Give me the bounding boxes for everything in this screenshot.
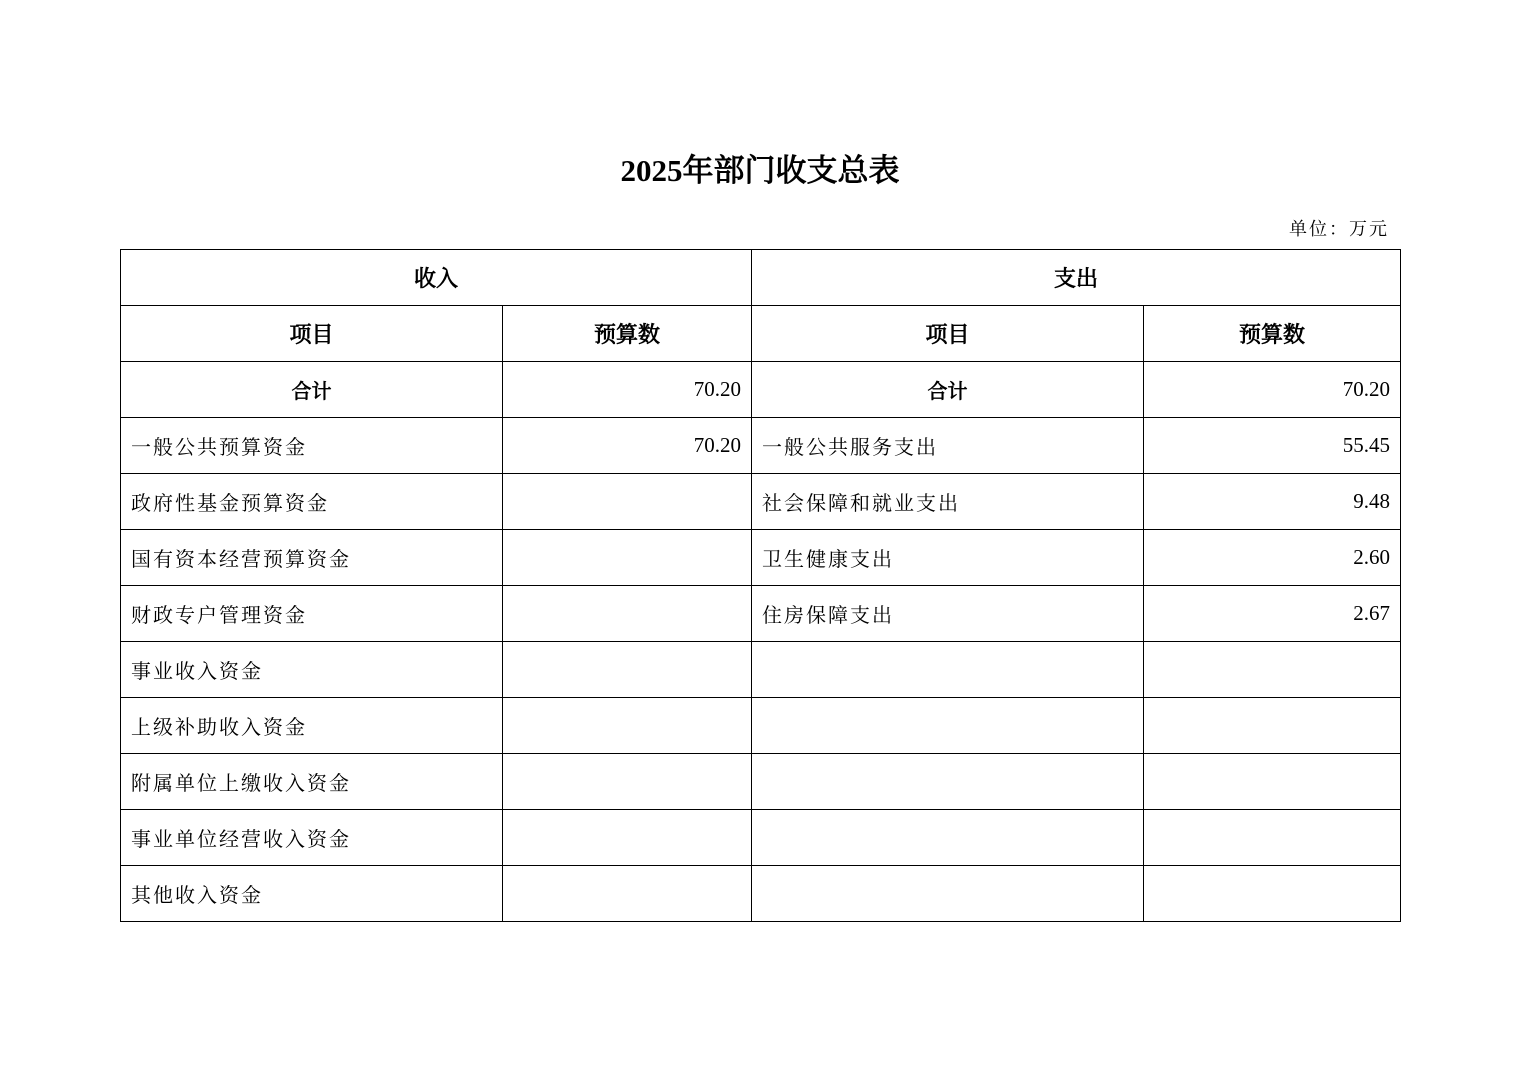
unit-label: 单位：万元	[1289, 219, 1389, 240]
column-header-row	[121, 306, 1401, 362]
expense-item-cell	[752, 642, 1144, 698]
expense-item-cell	[752, 698, 1144, 754]
table-row	[121, 698, 1401, 754]
expense-budget-header: 预算数	[1144, 306, 1401, 362]
total-row	[121, 362, 1401, 418]
income-value-cell	[503, 754, 752, 810]
expense-value-cell	[1144, 698, 1401, 754]
income-item-cell: 国有资本经营预算资金	[121, 530, 503, 586]
income-total-label: 合计	[121, 362, 503, 418]
income-value-cell	[503, 642, 752, 698]
expense-total-label: 合计	[752, 362, 1144, 418]
income-item-header: 项目	[121, 306, 503, 362]
income-item-cell: 政府性基金预算资金	[121, 474, 503, 530]
group-header-row	[121, 250, 1401, 306]
expense-item-cell: 住房保障支出	[752, 586, 1144, 642]
table-row	[121, 530, 1401, 586]
income-group-header: 收入	[121, 250, 752, 306]
income-value-cell	[503, 474, 752, 530]
budget-table	[120, 249, 1401, 922]
expense-group-header: 支出	[752, 250, 1401, 306]
expense-value-cell	[1144, 866, 1401, 922]
income-value-cell: 70.20	[503, 418, 752, 474]
expense-item-header: 项目	[752, 306, 1144, 362]
table-row	[121, 810, 1401, 866]
expense-value-cell	[1144, 754, 1401, 810]
income-total-value: 70.20	[503, 362, 752, 418]
income-item-cell: 事业单位经营收入资金	[121, 810, 503, 866]
income-value-cell	[503, 586, 752, 642]
income-value-cell	[503, 866, 752, 922]
page-title: 2025年部门收支总表	[620, 153, 900, 188]
expense-value-cell: 2.60	[1144, 530, 1401, 586]
expense-value-cell: 9.48	[1144, 474, 1401, 530]
table-row	[121, 866, 1401, 922]
income-item-cell: 事业收入资金	[121, 642, 503, 698]
expense-item-cell	[752, 866, 1144, 922]
income-item-cell: 附属单位上缴收入资金	[121, 754, 503, 810]
income-budget-header: 预算数	[503, 306, 752, 362]
income-item-cell: 上级补助收入资金	[121, 698, 503, 754]
income-item-cell: 其他收入资金	[121, 866, 503, 922]
income-value-cell	[503, 698, 752, 754]
expense-value-cell: 2.67	[1144, 586, 1401, 642]
table-row	[121, 754, 1401, 810]
income-value-cell	[503, 530, 752, 586]
table-row	[121, 418, 1401, 474]
expense-item-cell	[752, 810, 1144, 866]
expense-value-cell: 55.45	[1144, 418, 1401, 474]
income-item-cell: 一般公共预算资金	[121, 418, 503, 474]
expense-item-cell: 社会保障和就业支出	[752, 474, 1144, 530]
income-item-cell: 财政专户管理资金	[121, 586, 503, 642]
table-row	[121, 586, 1401, 642]
table-row	[121, 642, 1401, 698]
expense-item-cell: 一般公共服务支出	[752, 418, 1144, 474]
income-value-cell	[503, 810, 752, 866]
table-row	[121, 474, 1401, 530]
expense-value-cell	[1144, 810, 1401, 866]
expense-item-cell	[752, 754, 1144, 810]
expense-total-value: 70.20	[1144, 362, 1401, 418]
expense-value-cell	[1144, 642, 1401, 698]
expense-item-cell: 卫生健康支出	[752, 530, 1144, 586]
